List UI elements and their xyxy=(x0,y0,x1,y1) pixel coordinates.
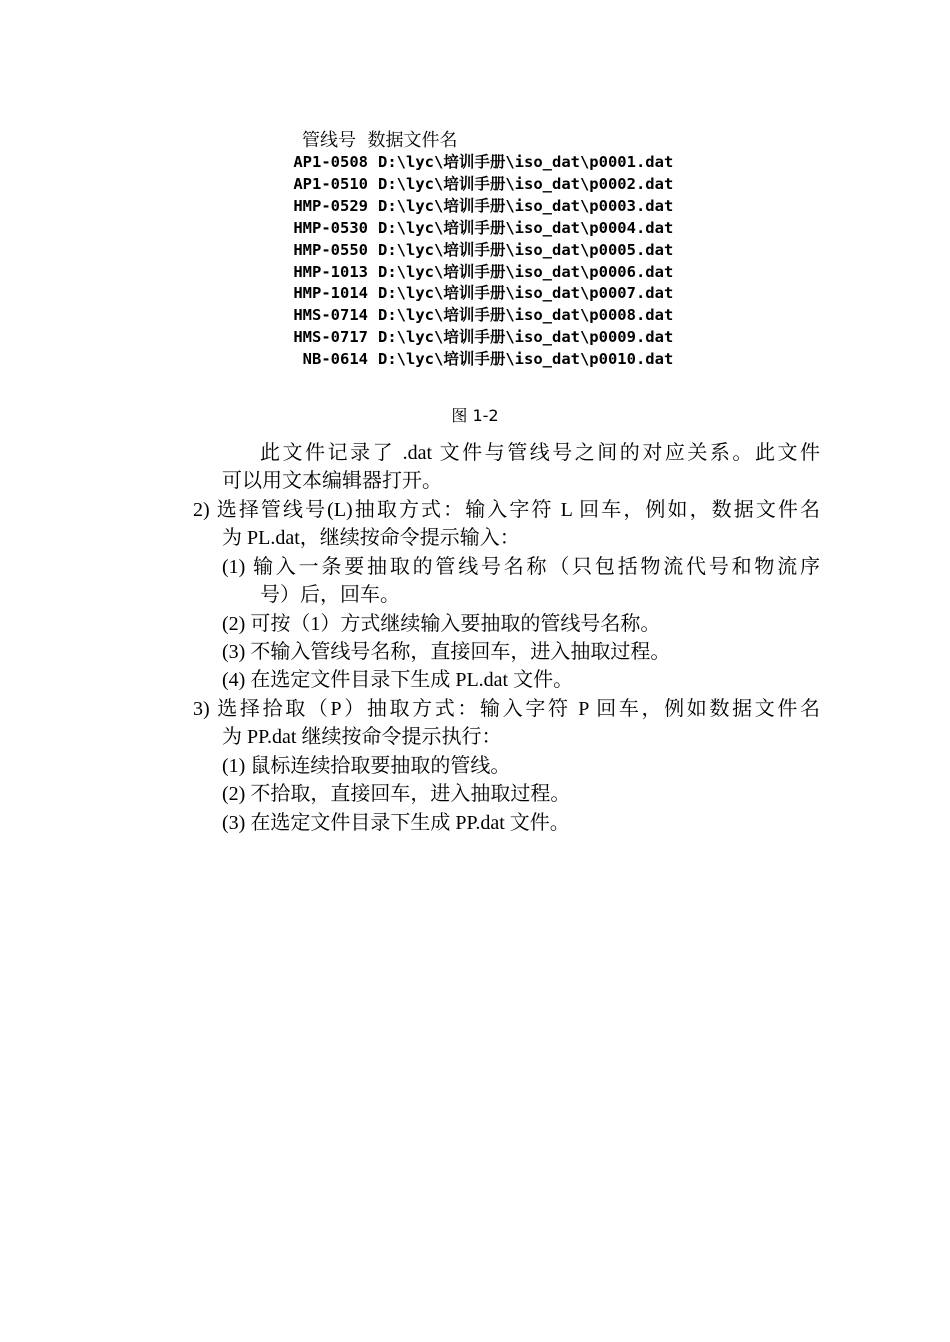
paragraph-1-line-2: 可以用文本编辑器打开。 xyxy=(222,470,442,492)
item-2-sub-1-line-2: 号）后，回车。 xyxy=(260,584,400,606)
item-2-line-2: 为 PL.dat，继续按命令提示输入： xyxy=(222,527,520,549)
data-file-path: D:\lyc\培训手册\iso_dat\p0009.dat xyxy=(378,328,674,347)
pipe-number: HMS-0717 xyxy=(293,328,368,347)
item-2-line-1: 2) 选择管线号(L)抽取方式：输入字符 L 回车，例如，数据文件名 xyxy=(193,499,820,521)
item-3-sub-1: (1) 鼠标连续拾取要抽取的管线。 xyxy=(222,755,511,777)
figure-row xyxy=(280,283,750,305)
figure-row xyxy=(280,152,750,174)
data-file-path: D:\lyc\培训手册\iso_dat\p0010.dat xyxy=(378,350,674,369)
data-file-path: D:\lyc\培训手册\iso_dat\p0003.dat xyxy=(378,196,674,215)
pipe-number: HMP-1013 xyxy=(293,262,368,281)
item-3-sub-2: (2) 不拾取，直接回车，进入抽取过程。 xyxy=(222,783,571,805)
data-file-path: D:\lyc\培训手册\iso_dat\p0005.dat xyxy=(378,240,674,259)
item-2-sub-2: (2) 可按（1）方式继续输入要抽取的管线号名称。 xyxy=(222,613,661,635)
figure-caption: 图 1-2 xyxy=(451,406,499,425)
pipe-number: HMP-0550 xyxy=(293,240,368,259)
pipe-number: HMS-0714 xyxy=(293,306,368,325)
figure-row xyxy=(280,174,750,196)
figure-row xyxy=(280,240,750,262)
item-2-sub-3: (3) 不输入管线号名称，直接回车，进入抽取过程。 xyxy=(222,641,671,663)
item-2-sub-4: (4) 在选定文件目录下生成 PL.dat 文件。 xyxy=(222,669,574,691)
figure-row xyxy=(280,196,750,218)
data-file-path: D:\lyc\培训手册\iso_dat\p0001.dat xyxy=(378,153,674,171)
item-3-sub-3: (3) 在选定文件目录下生成 PP.dat 文件。 xyxy=(222,812,570,834)
item-3-line-2: 为 PP.dat 继续按命令提示执行： xyxy=(222,726,502,748)
data-file-path: D:\lyc\培训手册\iso_dat\p0008.dat xyxy=(378,306,674,325)
figure-row xyxy=(280,305,750,327)
data-file-path: D:\lyc\培训手册\iso_dat\p0007.dat xyxy=(378,284,674,303)
figure-row xyxy=(280,327,750,349)
pipe-number: HMP-1014 xyxy=(293,284,368,303)
item-2-sub-1-line-1: (1) 输入一条要抽取的管线号名称（只包括物流代号和物流序 xyxy=(222,556,820,578)
paragraph-1-line-1: 此文件记录了 .dat 文件与管线号之间的对应关系。此文件 xyxy=(260,442,820,464)
pipe-number: HMP-0529 xyxy=(293,196,368,215)
pipe-number: AP1-0508 xyxy=(293,153,368,171)
figure-header: 管线号 数据文件名 xyxy=(302,130,458,151)
data-file-path: D:\lyc\培训手册\iso_dat\p0002.dat xyxy=(378,174,674,193)
data-file-path: D:\lyc\培训手册\iso_dat\p0004.dat xyxy=(378,218,674,237)
pipe-number: NB-0614 xyxy=(302,350,368,369)
item-3-line-1: 3) 选择拾取（P）抽取方式：输入字符 P 回车，例如数据文件名 xyxy=(193,698,820,720)
figure-table xyxy=(280,152,750,371)
data-file-path: D:\lyc\培训手册\iso_dat\p0006.dat xyxy=(378,262,674,281)
figure-row xyxy=(280,262,750,284)
figure-row xyxy=(280,349,750,371)
pipe-file-figure xyxy=(280,130,750,371)
pipe-number: HMP-0530 xyxy=(293,218,368,237)
figure-row xyxy=(280,218,750,240)
pipe-number: AP1-0510 xyxy=(293,174,368,193)
